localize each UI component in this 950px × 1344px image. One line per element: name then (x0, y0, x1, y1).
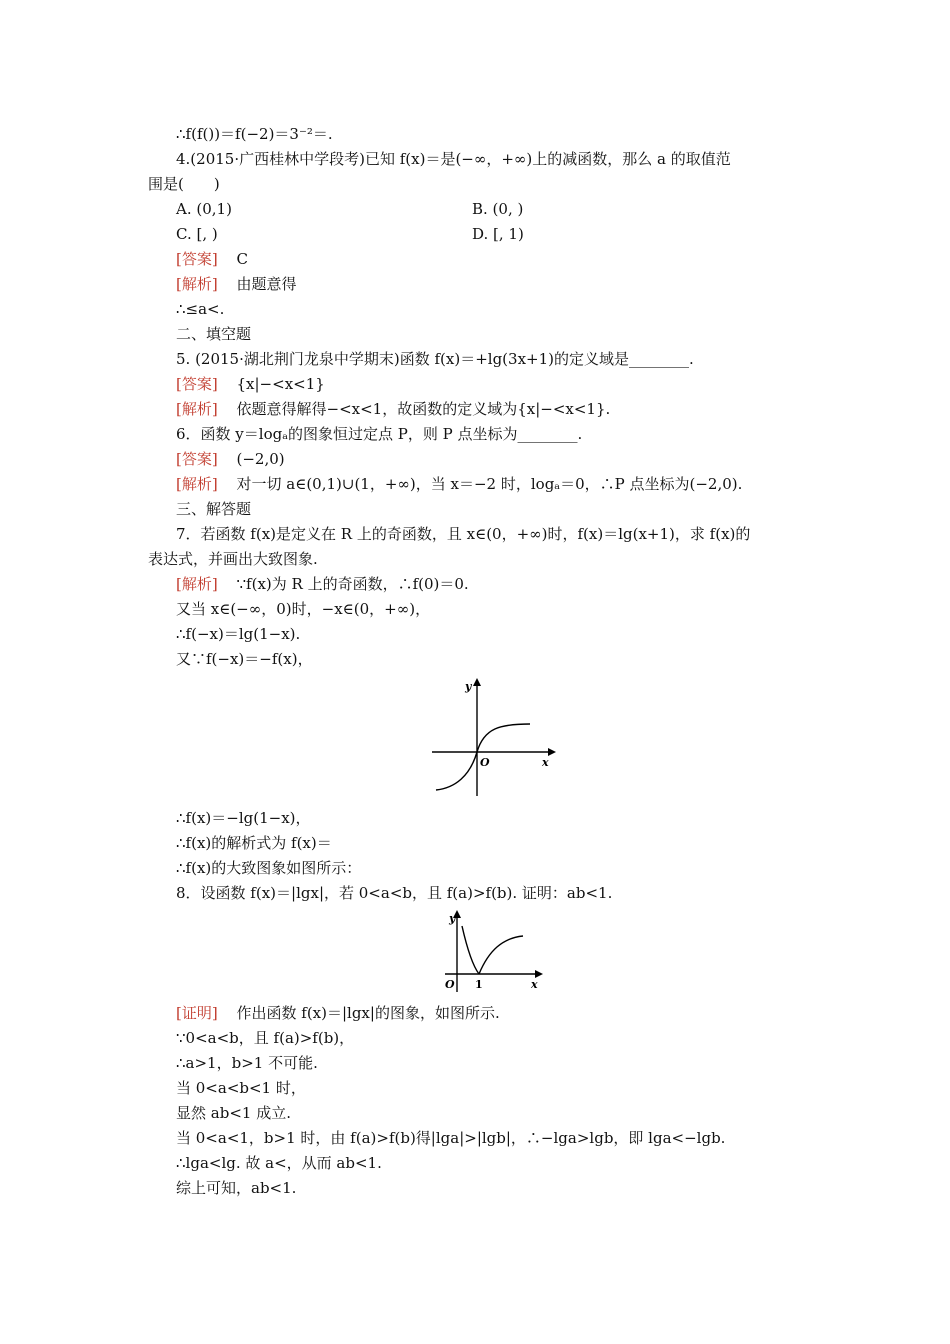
section-heading: 二、填空题 (176, 325, 252, 343)
answer-row (176, 449, 285, 469)
analysis-tag: [解析] (176, 575, 218, 593)
x-label: x (542, 756, 549, 769)
analysis-tag: [解析] (176, 475, 218, 493)
x-axis-arrow (548, 748, 556, 756)
analysis-tag: [解析] (176, 400, 218, 418)
answer-tag: [答案] (176, 250, 218, 268)
option-d: D. [, 1) (472, 225, 524, 243)
function-curve-right (479, 936, 523, 974)
analysis-row (176, 274, 297, 294)
answer-text: (−2,0) (236, 450, 285, 468)
answer-text: C (236, 250, 248, 268)
answer-tag: [答案] (176, 450, 218, 468)
text-line: ∴lga<lg. 故 a<，从而 ab<1. (176, 1154, 382, 1172)
y-label: y (465, 680, 472, 693)
text-line: ∴≤a<. (176, 300, 225, 318)
question-5: 5. (2015·湖北荆门龙泉中学期末)函数 f(x)＝+lg(3x+1)的定义域是________. (176, 350, 694, 368)
text-line: 当 0<a<1，b>1 时，由 f(a)>f(b)得|lga|>|lgb|，∴−lga>lgb，即 lga<−lgb. (176, 1129, 726, 1147)
text-line: ∴f(−x)＝lg(1−x). (176, 625, 301, 643)
analysis-text: 依题意得解得−<x<1，故函数的定义域为{x|−<x<1}. (236, 400, 611, 418)
proof-row (176, 1003, 500, 1023)
origin-label: O (480, 756, 490, 769)
option-a: A. (0,1) (176, 200, 232, 218)
x-axis-arrow (535, 970, 543, 978)
question-7-line-2: 表达式，并画出大致图象. (148, 550, 318, 568)
function-curve-left (462, 926, 479, 974)
analysis-row (176, 399, 610, 419)
text-line: 又∵f(−x)＝−f(x)， (176, 650, 313, 668)
analysis-text: ∵f(x)为 R 上的奇函数，∴f(0)＝0. (236, 575, 469, 593)
answer-row (176, 249, 248, 269)
figure-odd-function-graph (430, 676, 560, 800)
text-line: ∴f(x)的解析式为 f(x)＝ (176, 834, 332, 852)
text-line: ∵0<a<b，且 f(a)>f(b)， (176, 1029, 355, 1047)
question-8: 8．设函数 f(x)＝|lgx|，若 0<a<b，且 f(a)>f(b). 证明：ab<1. (176, 884, 613, 902)
text-line: 综上可知，ab<1. (176, 1179, 297, 1197)
section-heading: 三、解答题 (176, 500, 252, 518)
analysis-text: 对一切 a∈(0,1)∪(1，+∞)，当 x＝−2 时，logₐ＝0，∴P 点坐标为(−2,0). (236, 475, 743, 493)
answer-row (176, 374, 325, 394)
analysis-tag: [解析] (176, 275, 218, 293)
analysis-row (176, 574, 469, 594)
proof-text: 作出函数 f(x)＝|lgx|的图象，如图所示. (236, 1004, 500, 1022)
text-line: 又当 x∈(−∞，0)时，−x∈(0，+∞)， (176, 600, 431, 618)
analysis-text: 由题意得 (236, 275, 297, 293)
text-line: ∴f(f())＝f(−2)＝3⁻²＝. (176, 125, 333, 143)
option-b: B. (0, ) (472, 200, 524, 218)
y-axis-arrow (473, 678, 481, 686)
text-line: 显然 ab<1 成立. (176, 1104, 291, 1122)
y-label: y (449, 912, 456, 925)
text-line: 当 0<a<b<1 时， (176, 1079, 306, 1097)
question-7-line-1: 7．若函数 f(x)是定义在 R 上的奇函数，且 x∈(0，+∞)时，f(x)＝lg(x+1)，求 f(x)的 (176, 525, 751, 543)
option-c: C. [, ) (176, 225, 218, 243)
answer-tag: [答案] (176, 375, 218, 393)
text-line: ∴f(x)的大致图象如图所示： (176, 859, 362, 877)
question-4-line-1: 4.(2015·广西桂林中学段考)已知 f(x)＝是(−∞，+∞)上的减函数，那么 a 的取值范 (176, 150, 731, 168)
figure-abs-log-graph (437, 908, 547, 996)
answer-text: {x|−<x<1} (236, 375, 325, 393)
text-line: ∴f(x)＝−lg(1−x)， (176, 809, 311, 827)
proof-tag: [证明] (176, 1004, 218, 1022)
x-label: x (531, 978, 538, 991)
text-line: ∴a>1，b>1 不可能. (176, 1054, 318, 1072)
analysis-row (176, 474, 742, 494)
question-6: 6．函数 y＝logₐ的图象恒过定点 P，则 P 点坐标为________. (176, 425, 583, 443)
origin-label: O (445, 978, 455, 991)
tick-label-one: 1 (475, 978, 483, 991)
question-4-line-2: 围是( ) (148, 175, 220, 193)
